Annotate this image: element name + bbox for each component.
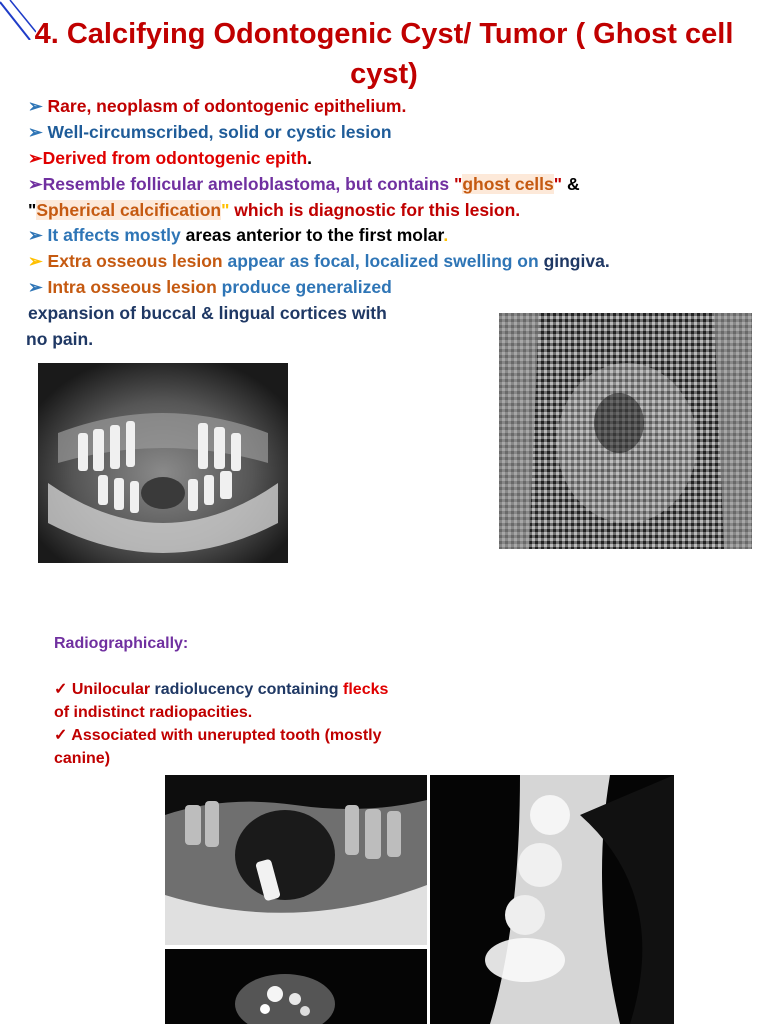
bullet-3: ➢Derived from odontogenic epith.: [28, 145, 312, 171]
bullet-4-cont: "Spherical calcification" which is diagnostic for this lesion.: [28, 200, 521, 220]
radiographic-point-2-cont: canine): [54, 750, 111, 767]
arrow-bullet-icon: ➢: [28, 174, 43, 194]
arrow-bullet-icon: ➢: [28, 96, 43, 116]
bullet-7: ➢ Intra osseous lesion produce generalized: [28, 274, 392, 300]
ct-scan-image: [499, 313, 752, 549]
bullet-1: ➢ Rare, neoplasm of odontogenic epithelium.: [28, 93, 406, 119]
panoramic-radiograph-image: [38, 363, 288, 563]
arrow-bullet-icon: ➢: [28, 148, 43, 168]
arrow-bullet-icon: ➢: [28, 225, 43, 245]
radiographic-point-1: ✓ Unilocular radiolucency containing flecks: [54, 681, 389, 698]
title-line-1: 4. Calcifying Odontogenic Cyst/ Tumor ( Ghost cell: [34, 18, 734, 50]
spherical-calcification-highlight: Spherical calcification: [36, 200, 222, 220]
ghost-cells-highlight: ghost cells: [462, 174, 554, 194]
bullet-7-cont-2: no pain.: [26, 329, 94, 349]
arrow-bullet-icon: ➢: [28, 122, 43, 142]
occlusal-radiograph-image: [430, 775, 674, 1024]
arrow-bullet-icon: ➢: [28, 277, 43, 297]
radiographic-point-2: ✓ Associated with unerupted tooth (mostly: [54, 727, 382, 744]
checkmark-icon: ✓: [54, 681, 68, 698]
bullet-4: ➢Resemble follicular ameloblastoma, but contains "ghost cells" &: [28, 171, 580, 197]
title-line-2: cyst): [350, 58, 418, 90]
bullet-2: ➢ Well-circumscribed, solid or cystic lesion: [28, 119, 392, 145]
bullet-7-cont: expansion of buccal & lingual cortices with: [28, 303, 387, 323]
radiographic-point-1-cont: of indistinct radiopacities.: [54, 704, 253, 721]
checkmark-icon: ✓: [54, 727, 68, 744]
mandible-radiograph-image: [165, 775, 427, 945]
bullet-5: ➢ It affects mostly areas anterior to the first molar.: [28, 222, 448, 248]
arrow-bullet-icon: ➢: [28, 251, 43, 271]
bullet-6: ➢ Extra osseous lesion appear as focal, localized swelling on gingiva.: [28, 248, 610, 274]
slide-title: [0, 14, 768, 94]
radiographically-heading: Radiographically:: [54, 635, 189, 652]
lesion-radiograph-image: [165, 949, 427, 1024]
